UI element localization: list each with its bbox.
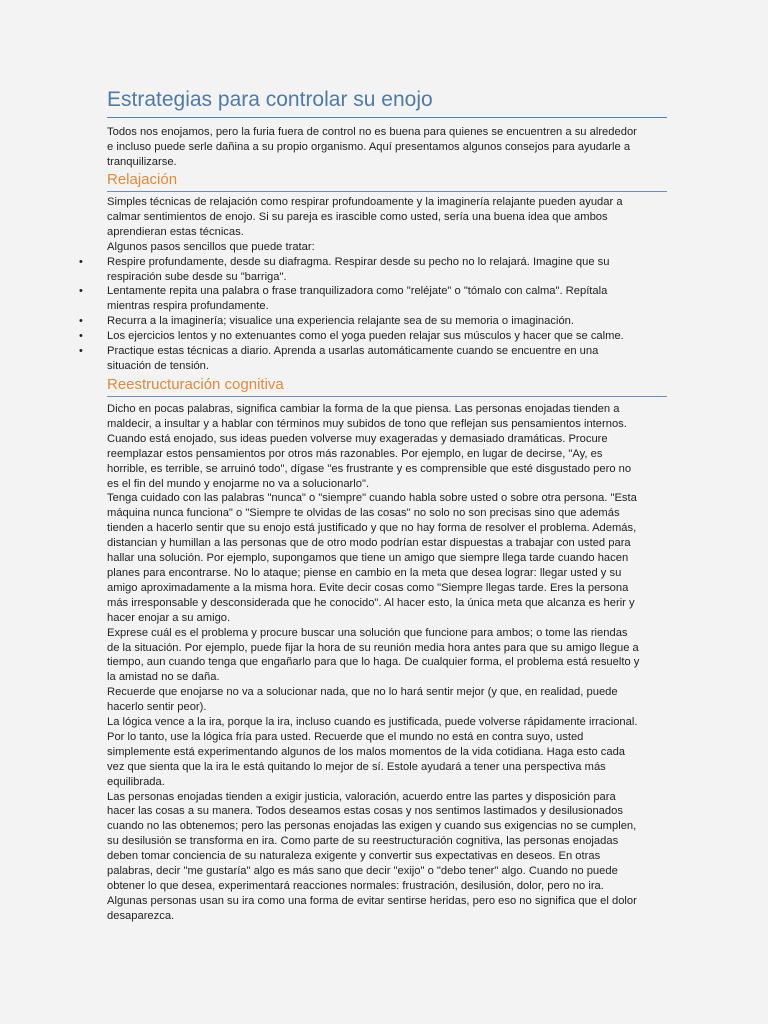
paragraph: Las personas enojadas tienden a exigir justicia, valoración, acuerdo entre las partes y disposición para hacer las cosas a su manera. Todos deseamos estas cosas y nos sentimos lastimados y desilusionados cuando no las obtenemos; pero las personas enojadas las exigen y cuando sus exigencias no se cumplen, su desilusión se transforma en ira. Como parte de su reestructuración cognitiva, las personas enojadas deben tomar conciencia de su naturaleza exigente y convertir sus expectativas en deseos. En otras palabras, decir "me gustaría" algo es más sano que decir "exijo" o "debo tener" algo. Cuando no puede obtener lo que desea, experimentará reacciones normales: frustración, desilusión, dolor, pero no ira. Algunas personas usan su ira como una forma de evitar sentirse heridas, pero eso no significa que el dolor desaparezca. bbox=[107, 790, 637, 922]
reestructuracion-body bbox=[107, 402, 641, 924]
paragraph: Tenga cuidado con las palabras "nunca" o "siempre" cuando habla sobre usted o sobre otra persona. "Esta máquina nunca funciona" o "Siempre te olvidas de las cosas" no solo no son precisas sino que además tienden a hacerlo sentir que su enojo está justificado y que no hay forma de resolver el problema. Además, distancian y humillan a las personas que de otro modo podrían estar dispuestas a trabajar con usted para hallar una solución. Por ejemplo, supongamos que tiene un amigo que siempre llega tarde cuando hacen planes para encontrarse. No lo ataque; piense en cambio en la meta que desea lograr: llegar usted y su amigo aproximadamente a la misma hora. Evite decir cosas como "Siempre llegas tarde. Eres la persona más irresponsable y desconsiderada que he conocido". Al hacer esto, la única meta que alcanza es herir y hacer enojar a su amigo. bbox=[107, 492, 637, 624]
paragraph: Simples técnicas de relajación como respirar profundoamente y la imaginería relajante pueden ayudar a calmar sentimientos de enojo. Si su pareja es irascible como usted, sería una buena idea que ambos aprendieran estas técnicas. bbox=[107, 196, 623, 238]
paragraph: Exprese cuál es el problema y procure buscar una solución que funcione para ambos; o tome las riendas de la situación. Por ejemplo, puede fijar la hora de su reunión media hora antes para que su amigo llegue a tiempo, aun cuando tenga que engañarlo para que lo haga. De cualquier forma, el problema está resuelto y la amistad no se daña. bbox=[107, 626, 640, 684]
intro-paragraph bbox=[107, 125, 641, 170]
list-item-text: Respire profundamente, desde su diafragma. Respirar desde su pecho no lo relajará. Imagine que su respiración sube desde su "barriga". bbox=[107, 255, 610, 283]
bullet-icon: • bbox=[79, 345, 83, 358]
document-title: Estrategias para controlar su enojo bbox=[107, 87, 667, 118]
paragraph: Dicho en pocas palabras, significa cambiar la forma de la que piensa. Las personas enojadas tienden a maldecir, a insultar y a hablar con términos muy subidos de tono que reflejan sus pensamientos internos. Cuando está enojado, sus ideas pueden volverse muy exageradas y demasiado dramáticas. Procure reemplazar estos pensamientos por otros más razonables. Por ejemplo, en lugar de decirse, "Ay, es horrible, es terrible, se arruinó todo", dígase "es frustrante y es comprensible que esté disgustado pero no es el fin del mundo y enojarme no va a solucionarlo". bbox=[107, 403, 632, 490]
paragraph: La lógica vence a la ira, porque la ira, incluso cuando es justificada, puede volverse rápidamente irracional. Por lo tanto, use la lógica fría para usted. Recuerde que el mundo no está en contra suyo, usted simplemente está experimentando algunos de los malos momentos de la vida cotidiana. Haga esto cada vez que sienta que la ira le está quitando lo mejor de sí. Estole ayudará a tener una perspectiva más equilibrada. bbox=[107, 716, 638, 788]
relajacion-body bbox=[79, 195, 641, 374]
list-item bbox=[79, 344, 641, 374]
list-item-text: Lentamente repita una palabra o frase tranquilizadora como "reléjate" o "tómalo con calma". Repítala mientras respira profundamente. bbox=[107, 285, 608, 313]
relajacion-bullet-list bbox=[79, 255, 641, 374]
section-heading-reestructuracion: Reestructuración cognitiva bbox=[107, 375, 667, 397]
section-heading-relajacion: Relajación bbox=[107, 170, 667, 192]
list-item-text: Practique estas técnicas a diario. Aprenda a usarlas automáticamente cuando se encuentre en una situación de tensión. bbox=[107, 345, 599, 372]
list-item-text: Recurra a la imaginería; visualice una experiencia relajante sea de su memoria o imaginación. bbox=[107, 315, 575, 328]
list-item bbox=[79, 314, 641, 329]
list-item bbox=[79, 284, 641, 314]
list-item-text: Los ejercicios lentos y no extenuantes como el yoga pueden relajar sus músculos y hacer que se calme. bbox=[107, 330, 624, 343]
bullet-icon: • bbox=[79, 285, 83, 298]
bullet-icon: • bbox=[79, 330, 83, 343]
intro-text: Todos nos enojamos, pero la furia fuera de control no es buena para quienes se encuentren a su alrededor e incluso puede serle dañina a su propio organismo. Aquí presentamos algunos consejos para ayudarle a tranquilizarse. bbox=[107, 126, 637, 168]
list-item bbox=[79, 255, 641, 285]
bullet-icon: • bbox=[79, 315, 83, 328]
list-item bbox=[79, 329, 641, 344]
bullet-icon: • bbox=[79, 255, 83, 268]
paragraph: Recuerde que enojarse no va a solucionar nada, que no lo hará sentir mejor (y que, en realidad, puede hacerlo sentir peor). bbox=[107, 686, 618, 714]
paragraph: Algunos pasos sencillos que puede tratar: bbox=[107, 240, 315, 253]
